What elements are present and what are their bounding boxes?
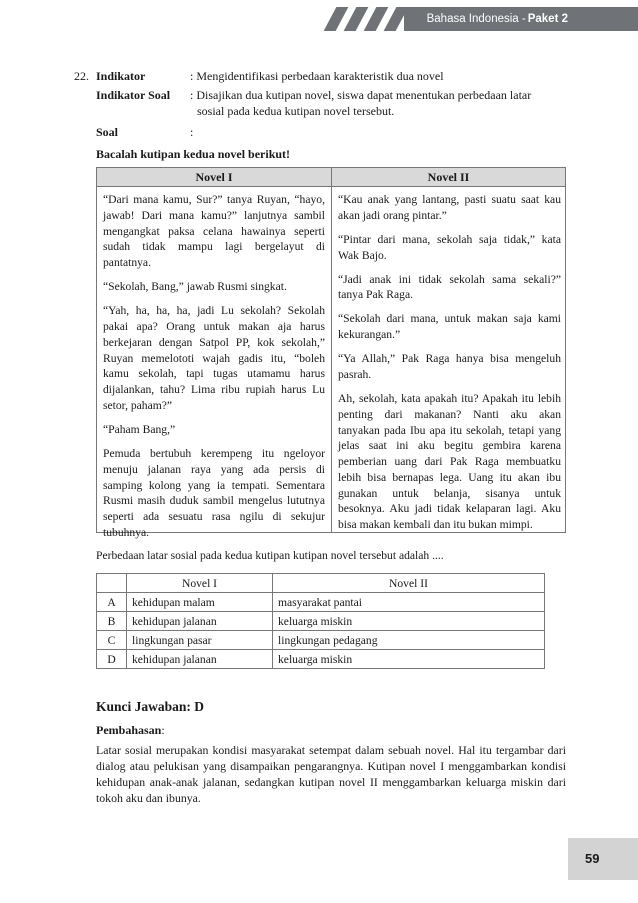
option-novel1: kehidupan jalanan	[127, 650, 273, 669]
pembahasan-heading	[96, 722, 165, 738]
novel1-paragraph: “Paham Bang,”	[103, 422, 176, 436]
header-subject: Bahasa Indonesia -	[426, 13, 526, 25]
novel2-paragraph: “Sekolah dari mana, untuk makan saja kami kekurangan.”	[338, 312, 561, 342]
novel2-excerpt	[338, 192, 561, 533]
novel2-paragraph: “Pintar dari mana, sekolah saja tidak,” kata Wak Bajo.	[338, 232, 561, 262]
options-header-row	[97, 574, 545, 593]
novel1-excerpt	[103, 192, 325, 541]
instruction: Bacalah kutipan kedua novel berikut!	[96, 147, 291, 161]
options-header-blank	[97, 574, 127, 593]
question-number: 22.	[74, 69, 89, 83]
options-header-novel1: Novel I	[127, 574, 273, 593]
option-letter: B	[97, 612, 127, 631]
option-letter: C	[97, 631, 127, 650]
option-row-a[interactable]	[97, 593, 545, 612]
indikator-label: Indikator	[96, 69, 146, 83]
option-novel1: lingkungan pasar	[127, 631, 273, 650]
question-stem: Perbedaan latar sosial pada kedua kutipan kutipan novel tersebut adalah ....	[96, 549, 444, 562]
novel-excerpts-table	[96, 167, 566, 539]
novel2-paragraph: “Kau anak yang lantang, pasti suatu saat kau akan jadi orang pintar.”	[338, 193, 561, 222]
option-novel1: kehidupan malam	[127, 593, 273, 612]
indikator-soal-text-line2: sosial pada kedua kutipan novel tersebut.	[197, 104, 395, 118]
option-novel2: keluarga miskin	[273, 650, 545, 669]
option-letter: D	[97, 650, 127, 669]
option-row-c[interactable]	[97, 631, 545, 650]
indikator-soal-label: Indikator Soal	[96, 88, 171, 102]
novel2-paragraph: Ah, sekolah, kata apakah itu? Apakah itu lebih penting dari makanan? Nanti aku akan tanyakan pada Ibu apa itu sekolah, tetapi yang jelas saat ini aku begitu gembira karena pemberian uang dari Pak Raga membuatku lebih bisa bernapas lega. Uang itu akan ibu gunakan untuk belanja, sisanya untuk besoknya. Aku jadi tidak kelaparan lagi. Aku bisa makan kembali dan itu bukan mimpi.	[338, 391, 561, 532]
novel1-paragraph: Pemuda bertubuh kerempeng itu ngeloyor menuju jalanan raya yang ada persis di samping kolong yang ia tempati. Sementara Rusmi masih duduk sambil mengelus lututnya seperti ada sesuatu rasa ngilu di sekujur tubuhnya.	[103, 446, 325, 539]
options-header-novel2: Novel II	[273, 574, 545, 593]
option-novel2: keluarga miskin	[273, 612, 545, 631]
novel1-paragraph: “Yah, ha, ha, ha, jadi Lu sekolah? Sekolah pakai apa? Orang untuk makan aja harus berkejaran dengan Satpol PP, kok sekolah,” Ruyan memelototi wajah gadis itu, “boleh kamu sekolah, tapi tugas utamamu harus dijalankan, tahu? Lima ribu rupiah harus Lu setor, paham?”	[103, 304, 325, 412]
header-bar	[404, 7, 638, 31]
pembahasan-label: Pembahasan	[96, 723, 162, 737]
column-divider	[331, 168, 332, 532]
novel2-paragraph: “Jadi anak ini tidak sekolah sama sekali?” tanya Pak Raga.	[338, 272, 561, 302]
novel1-paragraph: “Dari mana kamu, Sur?” tanya Ruyan, “hayo, jawab! Dari mana kamu?” lanjutnya sambil mengangkat paksa celana hawainya seperti sudah tidak mampu lagi bergelayut di pantatnya.	[103, 193, 325, 270]
novel2-header: Novel II	[332, 168, 565, 187]
pembahasan-colon: :	[161, 723, 165, 737]
novel1-paragraph: “Sekolah, Bang,” jawab Rusmi singkat.	[103, 280, 287, 294]
option-row-d[interactable]	[97, 650, 545, 669]
indikator-soal-text-line1: : Disajikan dua kutipan novel, siswa dapat menentukan perbedaan latar	[190, 88, 532, 102]
option-letter: A	[97, 593, 127, 612]
option-novel1: kehidupan jalanan	[127, 612, 273, 631]
answer-options-table	[96, 573, 545, 669]
header-paket: Paket 2	[527, 13, 568, 25]
option-row-b[interactable]	[97, 612, 545, 631]
answer-key: Kunci Jawaban: D	[96, 699, 205, 714]
soal-label: Soal	[96, 125, 119, 139]
option-novel2: lingkungan pedagang	[273, 631, 545, 650]
page-header	[0, 0, 638, 38]
novel2-paragraph: “Ya Allah,” Pak Raga hanya bisa mengeluh pasrah.	[338, 352, 561, 381]
novel1-header: Novel I	[97, 168, 331, 187]
page-number: 59	[585, 851, 600, 866]
indikator-text: : Mengidentifikasi perbedaan karakteristik dua novel	[190, 69, 444, 83]
soal-colon: :	[190, 125, 194, 139]
explanation-paragraph: Latar sosial merupakan kondisi masyarakat setempat dalam sebuah novel. Hal itu tergambar dari dialog atau pelukisan yang disampaikan pengarangnya. Kutipan novel I menggambarkan kondisi kehidupan anak-anak jalanan, sedangkan kutipan novel II menggambarkan keluarga miskin dari tokoh aku dan ibunya.	[96, 743, 566, 805]
page-number-box	[568, 838, 638, 880]
option-novel2: masyarakat pantai	[273, 593, 545, 612]
